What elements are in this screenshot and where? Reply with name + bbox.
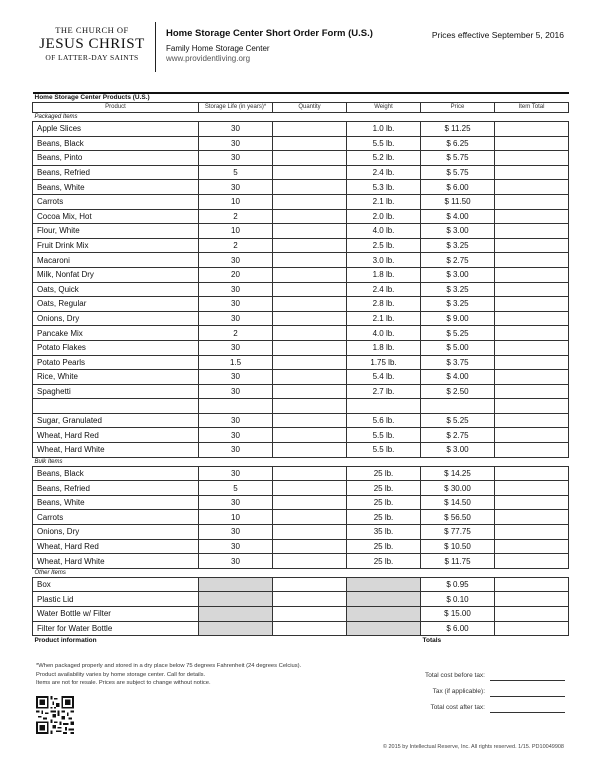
price-cell: $ 56.50 [421, 510, 495, 525]
item-total-cell[interactable] [495, 495, 569, 510]
weight-cell: 1.0 lb. [347, 122, 421, 137]
item-total-cell[interactable] [495, 326, 569, 341]
price-cell: $ 3.25 [421, 282, 495, 297]
item-total-cell[interactable] [495, 554, 569, 569]
storage-life-cell: 30 [199, 282, 273, 297]
storage-life-cell: 30 [199, 466, 273, 481]
weight-cell [347, 592, 421, 607]
item-total-cell[interactable] [495, 282, 569, 297]
table-row [33, 399, 569, 414]
logo-line-3: OF LATTER-DAY SAINTS [45, 52, 139, 62]
weight-cell: 2.4 lb. [347, 282, 421, 297]
col-header-item-total: Item Total [495, 103, 569, 113]
price-cell: $ 14.25 [421, 466, 495, 481]
quantity-cell[interactable] [273, 297, 347, 312]
quantity-cell[interactable] [273, 282, 347, 297]
other-items-label: Other Items [33, 568, 569, 577]
bulk-items-label-row [33, 457, 569, 466]
bulk-items-label: Bulk Items [33, 457, 569, 466]
table-row [33, 165, 569, 180]
weight-cell: 2.1 lb. [347, 194, 421, 209]
item-total-cell[interactable] [495, 443, 569, 458]
product-cell: Macaroni [33, 253, 199, 268]
table-row [33, 267, 569, 282]
item-total-cell[interactable] [495, 122, 569, 137]
tax-row [350, 688, 565, 704]
quantity-cell[interactable] [273, 577, 347, 592]
price-cell: $ 3.75 [421, 355, 495, 370]
logo-line-1: THE CHURCH OF [55, 25, 129, 35]
quantity-cell[interactable] [273, 495, 347, 510]
item-total-cell[interactable] [495, 621, 569, 636]
quantity-cell[interactable] [273, 355, 347, 370]
product-cell: Pancake Mix [33, 326, 199, 341]
storage-life-cell: 30 [199, 428, 273, 443]
table-section-title: Home Storage Center Products (U.S.) [33, 93, 569, 103]
storage-life-cell: 30 [199, 370, 273, 385]
item-total-cell[interactable] [495, 209, 569, 224]
product-cell: Onions, Dry [33, 311, 199, 326]
weight-cell: 3.0 lb. [347, 253, 421, 268]
col-header-product: Product [33, 103, 199, 113]
table-section-title-row [33, 93, 569, 103]
table-row [33, 238, 569, 253]
storage-life-cell: 30 [199, 413, 273, 428]
weight-cell: 1.8 lb. [347, 267, 421, 282]
quantity-cell[interactable] [273, 311, 347, 326]
item-total-cell[interactable] [495, 340, 569, 355]
table-row [33, 577, 569, 592]
table-row [33, 621, 569, 636]
weight-cell: 5.4 lb. [347, 370, 421, 385]
storage-life-cell [199, 577, 273, 592]
product-cell: Oats, Regular [33, 297, 199, 312]
packaged-items-label: Packaged Items [33, 113, 569, 122]
product-cell: Cocoa Mix, Hot [33, 209, 199, 224]
price-cell: $ 5.25 [421, 326, 495, 341]
storage-life-cell: 30 [199, 297, 273, 312]
table-row [33, 510, 569, 525]
total-before-tax-label: Total cost before tax: [425, 672, 485, 679]
quantity-cell[interactable] [273, 165, 347, 180]
quantity-cell[interactable] [273, 326, 347, 341]
table-row [33, 209, 569, 224]
item-total-cell[interactable] [495, 297, 569, 312]
table-row [33, 297, 569, 312]
weight-cell: 1.8 lb. [347, 340, 421, 355]
storage-life-cell: 2 [199, 326, 273, 341]
table-row [33, 495, 569, 510]
note-line: *When packaged properly and stored in a dry place below 75 degrees Fahrenheit (24 degrees Celcius). [36, 663, 302, 669]
price-cell: $ 9.00 [421, 311, 495, 326]
total-after-tax-row [350, 704, 565, 720]
price-cell: $ 2.75 [421, 253, 495, 268]
product-cell: Potato Flakes [33, 340, 199, 355]
weight-cell: 5.6 lb. [347, 413, 421, 428]
product-cell: Carrots [33, 194, 199, 209]
quantity-cell[interactable] [273, 136, 347, 151]
table-row [33, 481, 569, 496]
prices-effective-date: Prices effective September 5, 2016 [431, 30, 564, 40]
product-cell: Spaghetti [33, 384, 199, 399]
weight-cell: 25 lb. [347, 495, 421, 510]
product-cell: Box [33, 577, 199, 592]
table-row [33, 554, 569, 569]
item-total-cell[interactable] [495, 577, 569, 592]
price-cell: $ 30.00 [421, 481, 495, 496]
item-total-cell[interactable] [495, 165, 569, 180]
storage-life-cell: 10 [199, 510, 273, 525]
quantity-cell[interactable] [273, 151, 347, 166]
price-cell: $ 77.75 [421, 525, 495, 540]
item-total-cell[interactable] [495, 525, 569, 540]
table-row [33, 413, 569, 428]
storage-life-cell: 30 [199, 180, 273, 195]
weight-cell: 5.5 lb. [347, 428, 421, 443]
storage-life-cell: 30 [199, 443, 273, 458]
storage-life-cell: 2 [199, 209, 273, 224]
storage-life-cell [199, 399, 273, 414]
quantity-cell[interactable] [273, 443, 347, 458]
price-cell: $ 10.50 [421, 539, 495, 554]
product-cell: Beans, Refried [33, 165, 199, 180]
storage-life-cell: 30 [199, 539, 273, 554]
table-row [33, 443, 569, 458]
product-cell: Fruit Drink Mix [33, 238, 199, 253]
quantity-cell[interactable] [273, 525, 347, 540]
table-row [33, 466, 569, 481]
quantity-cell[interactable] [273, 592, 347, 607]
weight-cell: 2.1 lb. [347, 311, 421, 326]
table-row [33, 136, 569, 151]
note-line: Items are not for resale. Prices are subject to change without notice. [36, 680, 211, 686]
col-header-quantity: Quantity [273, 103, 347, 113]
table-row [33, 355, 569, 370]
weight-cell: 2.4 lb. [347, 165, 421, 180]
storage-life-cell: 5 [199, 165, 273, 180]
quantity-cell[interactable] [273, 399, 347, 414]
product-cell: Milk, Nonfat Dry [33, 267, 199, 282]
storage-life-cell: 30 [199, 340, 273, 355]
price-cell: $ 3.00 [421, 267, 495, 282]
quantity-cell[interactable] [273, 539, 347, 554]
table-row [33, 311, 569, 326]
table-row [33, 326, 569, 341]
other-items-label-row [33, 568, 569, 577]
price-cell: $ 3.00 [421, 224, 495, 239]
product-cell: Beans, Pinto [33, 151, 199, 166]
website-link[interactable]: www.providentliving.org [166, 54, 251, 63]
weight-cell: 2.5 lb. [347, 238, 421, 253]
item-total-cell[interactable] [495, 413, 569, 428]
product-cell: Beans, Black [33, 136, 199, 151]
table-row [33, 607, 569, 622]
total-after-tax-label: Total cost after tax: [430, 704, 485, 711]
price-cell: $ 3.25 [421, 238, 495, 253]
weight-cell: 4.0 lb. [347, 326, 421, 341]
item-total-cell[interactable] [495, 151, 569, 166]
weight-cell: 4.0 lb. [347, 224, 421, 239]
weight-cell: 2.0 lb. [347, 209, 421, 224]
storage-life-cell: 1.5 [199, 355, 273, 370]
storage-life-cell: 30 [199, 253, 273, 268]
order-table [32, 92, 569, 645]
product-cell: Apple Slices [33, 122, 199, 137]
quantity-cell[interactable] [273, 180, 347, 195]
price-cell: $ 5.25 [421, 413, 495, 428]
price-cell: $ 0.95 [421, 577, 495, 592]
weight-cell: 25 lb. [347, 466, 421, 481]
form-subtitle: Family Home Storage Center [166, 44, 270, 53]
product-cell: Wheat, Hard Red [33, 428, 199, 443]
price-cell: $ 11.25 [421, 122, 495, 137]
qr-code-icon [36, 696, 74, 734]
col-header-price: Price [421, 103, 495, 113]
quantity-cell[interactable] [273, 621, 347, 636]
table-row [33, 539, 569, 554]
weight-cell [347, 399, 421, 414]
weight-cell: 25 lb. [347, 554, 421, 569]
total-before-tax-field[interactable] [490, 680, 565, 681]
item-total-cell[interactable] [495, 481, 569, 496]
item-total-cell[interactable] [495, 311, 569, 326]
product-cell: Wheat, Hard White [33, 554, 199, 569]
item-total-cell[interactable] [495, 253, 569, 268]
product-information-label: Product information [33, 636, 421, 646]
quantity-cell[interactable] [273, 554, 347, 569]
storage-life-cell [199, 592, 273, 607]
price-cell: $ 3.25 [421, 297, 495, 312]
storage-life-cell: 30 [199, 495, 273, 510]
storage-life-cell: 30 [199, 122, 273, 137]
product-cell: Plastic Lid [33, 592, 199, 607]
item-total-cell[interactable] [495, 592, 569, 607]
logo-line-2: JESUS CHRIST [39, 35, 145, 52]
product-cell: Rice, White [33, 370, 199, 385]
product-cell: Flour, White [33, 224, 199, 239]
note-line: Product availability varies by home storage center. Call for details. [36, 671, 206, 678]
storage-life-cell [199, 607, 273, 622]
item-total-cell[interactable] [495, 370, 569, 385]
price-cell: $ 0.10 [421, 592, 495, 607]
table-footer-row [33, 636, 569, 646]
product-cell: Beans, White [33, 180, 199, 195]
quantity-cell[interactable] [273, 209, 347, 224]
quantity-cell[interactable] [273, 224, 347, 239]
weight-cell: 25 lb. [347, 481, 421, 496]
church-logo [32, 26, 152, 61]
price-cell: $ 5.75 [421, 165, 495, 180]
copyright-notice: © 2015 by Intellectual Reserve, Inc. All rights reserved. 1/15. PD10049908 [382, 744, 564, 750]
price-cell: $ 11.50 [421, 194, 495, 209]
item-total-cell[interactable] [495, 428, 569, 443]
price-cell: $ 4.00 [421, 209, 495, 224]
packaged-items-label-row [33, 113, 569, 122]
weight-cell [347, 577, 421, 592]
weight-cell: 1.75 lb. [347, 355, 421, 370]
table-row [33, 151, 569, 166]
weight-cell: 2.8 lb. [347, 297, 421, 312]
table-row [33, 370, 569, 385]
price-cell: $ 14.50 [421, 495, 495, 510]
weight-cell: 5.5 lb. [347, 136, 421, 151]
storage-life-cell: 10 [199, 194, 273, 209]
weight-cell [347, 607, 421, 622]
weight-cell: 5.2 lb. [347, 151, 421, 166]
weight-cell: 35 lb. [347, 525, 421, 540]
header-divider [155, 22, 156, 72]
weight-cell: 25 lb. [347, 510, 421, 525]
product-notes [36, 662, 301, 688]
storage-life-cell: 30 [199, 136, 273, 151]
table-row [33, 122, 569, 137]
item-total-cell[interactable] [495, 539, 569, 554]
quantity-cell[interactable] [273, 413, 347, 428]
table-row [33, 428, 569, 443]
quantity-cell[interactable] [273, 370, 347, 385]
table-row [33, 592, 569, 607]
quantity-cell[interactable] [273, 267, 347, 282]
quantity-cell[interactable] [273, 253, 347, 268]
table-row [33, 180, 569, 195]
total-after-tax-field[interactable] [490, 712, 565, 713]
product-cell: Sugar, Granulated [33, 413, 199, 428]
storage-life-cell: 30 [199, 151, 273, 166]
storage-life-cell: 30 [199, 525, 273, 540]
price-cell: $ 6.00 [421, 621, 495, 636]
price-cell: $ 5.00 [421, 340, 495, 355]
item-total-cell[interactable] [495, 267, 569, 282]
price-cell [421, 399, 495, 414]
price-cell: $ 6.00 [421, 180, 495, 195]
storage-life-cell: 30 [199, 554, 273, 569]
product-cell: Beans, Refried [33, 481, 199, 496]
weight-cell: 5.5 lb. [347, 443, 421, 458]
quantity-cell[interactable] [273, 384, 347, 399]
product-cell: Carrots [33, 510, 199, 525]
quantity-cell[interactable] [273, 510, 347, 525]
form-title: Home Storage Center Short Order Form (U.S.) [166, 28, 373, 39]
quantity-cell[interactable] [273, 340, 347, 355]
quantity-cell[interactable] [273, 428, 347, 443]
storage-life-cell [199, 621, 273, 636]
quantity-cell[interactable] [273, 122, 347, 137]
product-cell: Beans, Black [33, 466, 199, 481]
storage-life-cell: 5 [199, 481, 273, 496]
column-header-row [33, 103, 569, 113]
item-total-cell[interactable] [495, 180, 569, 195]
weight-cell: 2.7 lb. [347, 384, 421, 399]
table-row [33, 340, 569, 355]
table-row [33, 194, 569, 209]
col-header-storage-life: Storage Life (in years)* [199, 103, 273, 113]
quantity-cell[interactable] [273, 466, 347, 481]
storage-life-cell: 20 [199, 267, 273, 282]
price-cell: $ 2.75 [421, 428, 495, 443]
weight-cell: 5.3 lb. [347, 180, 421, 195]
storage-life-cell: 10 [199, 224, 273, 239]
price-cell: $ 5.75 [421, 151, 495, 166]
col-header-weight: Weight [347, 103, 421, 113]
table-row [33, 224, 569, 239]
product-cell [33, 399, 199, 414]
item-total-cell[interactable] [495, 466, 569, 481]
totals-block [350, 672, 565, 720]
total-before-tax-row [350, 672, 565, 688]
product-cell: Potato Pearls [33, 355, 199, 370]
weight-cell: 25 lb. [347, 539, 421, 554]
table-row [33, 282, 569, 297]
quantity-cell[interactable] [273, 238, 347, 253]
storage-life-cell: 2 [199, 238, 273, 253]
item-total-cell[interactable] [495, 510, 569, 525]
price-cell: $ 11.75 [421, 554, 495, 569]
item-total-cell[interactable] [495, 136, 569, 151]
storage-life-cell: 30 [199, 311, 273, 326]
price-cell: $ 4.00 [421, 370, 495, 385]
tax-field[interactable] [490, 696, 565, 697]
weight-cell [347, 621, 421, 636]
storage-life-cell: 30 [199, 384, 273, 399]
item-total-cell[interactable] [495, 384, 569, 399]
table-row [33, 525, 569, 540]
table-row [33, 253, 569, 268]
totals-label: Totals [421, 636, 569, 646]
price-cell: $ 6.25 [421, 136, 495, 151]
item-total-cell[interactable] [495, 224, 569, 239]
quantity-cell[interactable] [273, 607, 347, 622]
price-cell: $ 2.50 [421, 384, 495, 399]
product-cell: Beans, White [33, 495, 199, 510]
quantity-cell[interactable] [273, 194, 347, 209]
product-cell: Wheat, Hard White [33, 443, 199, 458]
price-cell: $ 3.00 [421, 443, 495, 458]
item-total-cell[interactable] [495, 238, 569, 253]
product-cell: Wheat, Hard Red [33, 539, 199, 554]
quantity-cell[interactable] [273, 481, 347, 496]
product-cell: Oats, Quick [33, 282, 199, 297]
table-row [33, 384, 569, 399]
product-cell: Water Bottle w/ Filter [33, 607, 199, 622]
price-cell: $ 15.00 [421, 607, 495, 622]
product-cell: Filter for Water Bottle [33, 621, 199, 636]
item-total-cell[interactable] [495, 607, 569, 622]
tax-label: Tax (if applicable): [432, 688, 485, 695]
product-cell: Onions, Dry [33, 525, 199, 540]
item-total-cell[interactable] [495, 399, 569, 414]
item-total-cell[interactable] [495, 355, 569, 370]
item-total-cell[interactable] [495, 194, 569, 209]
